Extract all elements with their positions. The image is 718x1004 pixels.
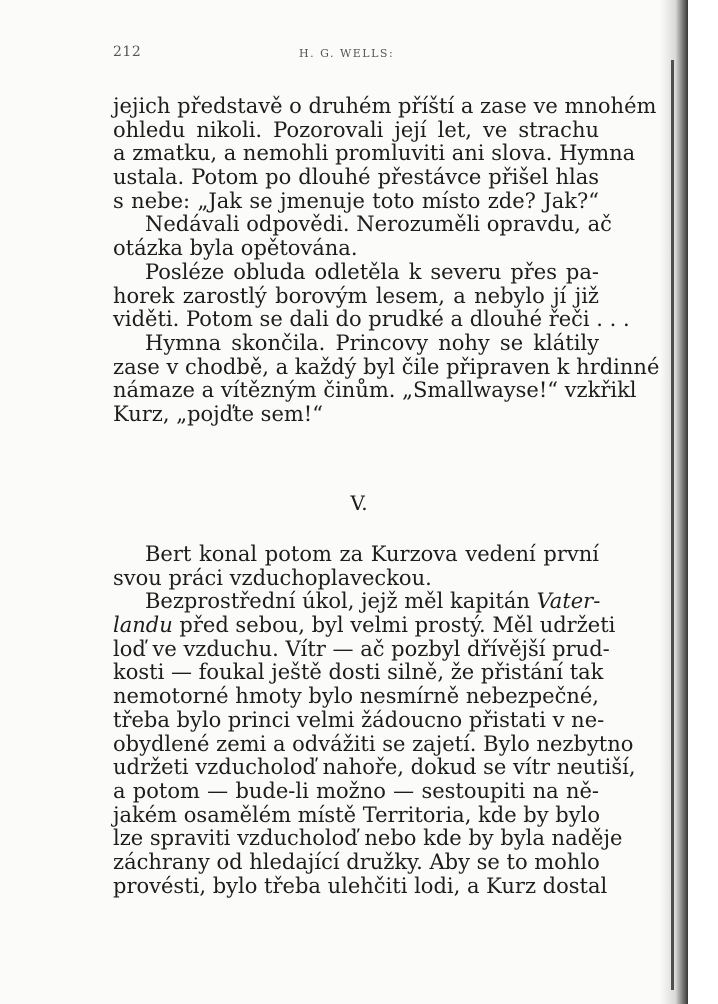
- binding-edge-line: [671, 60, 674, 990]
- text-line: [113, 590, 599, 614]
- text-block-bottom: [113, 542, 636, 898]
- chapter-heading: V.: [350, 491, 368, 515]
- text-line: Bert konal potom za Kurzova vedení první: [145, 542, 599, 566]
- text-line: kosti — foukal ještě dosti silně, že přistání tak: [113, 660, 604, 685]
- text-line: [113, 613, 616, 638]
- text-line: nemotorné hmoty bylo nesmírně nebezpečné,: [113, 684, 599, 709]
- text-line: ohledu nikoli. Pozorovali její let, ve strachu: [113, 117, 599, 142]
- header-author: H. G. WELLS:: [299, 47, 395, 60]
- text-line: lze spraviti vzducholoď nebo kde by byla naděje: [113, 826, 623, 851]
- text-line: jakém osamělém místě Territoria, kde by bylo: [113, 802, 600, 827]
- text-line: obydlené zemi a odvážiti se zajetí. Bylo nezbytno: [113, 731, 634, 756]
- page-number: 212: [113, 44, 142, 60]
- text-line: otázka byla opětována.: [113, 236, 358, 261]
- text-line: záchrany od hledající družky. Aby se to mohlo: [113, 849, 600, 874]
- text-line: provésti, bylo třeba ulehčiti lodi, a Kurz dostal: [113, 873, 608, 898]
- text-line: Posléze obluda odletěla k severu přes pa-: [145, 259, 599, 284]
- text-line: zase v chodbě, a každý byl čile připraven k hrdinné: [113, 354, 660, 379]
- text-line: námaze a vítězným činům. „Smallwayse!“ vzkřikl: [113, 378, 637, 403]
- text-line: třeba bylo princi velmi žádoucno přistati v ne-: [113, 707, 605, 732]
- text-line: loď ve vzduchu. Vítr — ač pozbyl dřívější prud-: [113, 636, 610, 661]
- text-line: svou práci vzduchoplaveckou.: [113, 565, 432, 590]
- text-fragment: Bezprostřední úkol, jejž měl kapitán: [145, 589, 530, 614]
- text-line: Nedávali odpovědi. Nerozuměli opravdu, ač: [145, 212, 612, 237]
- text-line: jejich představě o druhém příští a zase ve mnohém: [113, 94, 657, 118]
- text-line: Hymna skončila. Princovy nohy se klátily: [145, 330, 599, 355]
- text-line: Kurz, „pojďte sem!“: [113, 401, 323, 426]
- text-line: a potom — bude-li možno — sestoupiti na ně-: [113, 778, 599, 803]
- text-line: horek zarostlý borovým lesem, a nebylo jí již: [113, 283, 599, 308]
- text-line: udržeti vzducholoď nahoře, dokud se vítr neutiší,: [113, 755, 636, 780]
- text-line: s nebe: „Jak se jmenuje toto místo zde? Jak?“: [113, 188, 599, 213]
- ship-name-italic: Vater-: [536, 589, 601, 614]
- text-line: viděti. Potom se dali do prudké a dlouhé řeči . . .: [113, 307, 630, 332]
- running-head: [113, 44, 593, 64]
- ship-name-italic: landu: [113, 613, 173, 638]
- text-block-top: [113, 94, 660, 427]
- text-line: ustala. Potom po dlouhé přestávce přišel hlas: [113, 165, 599, 190]
- text-line: a zmatku, a nemohli promluviti ani slova. Hymna: [113, 141, 636, 166]
- text-fragment: před sebou, byl velmi prostý. Měl udržeti: [172, 613, 616, 638]
